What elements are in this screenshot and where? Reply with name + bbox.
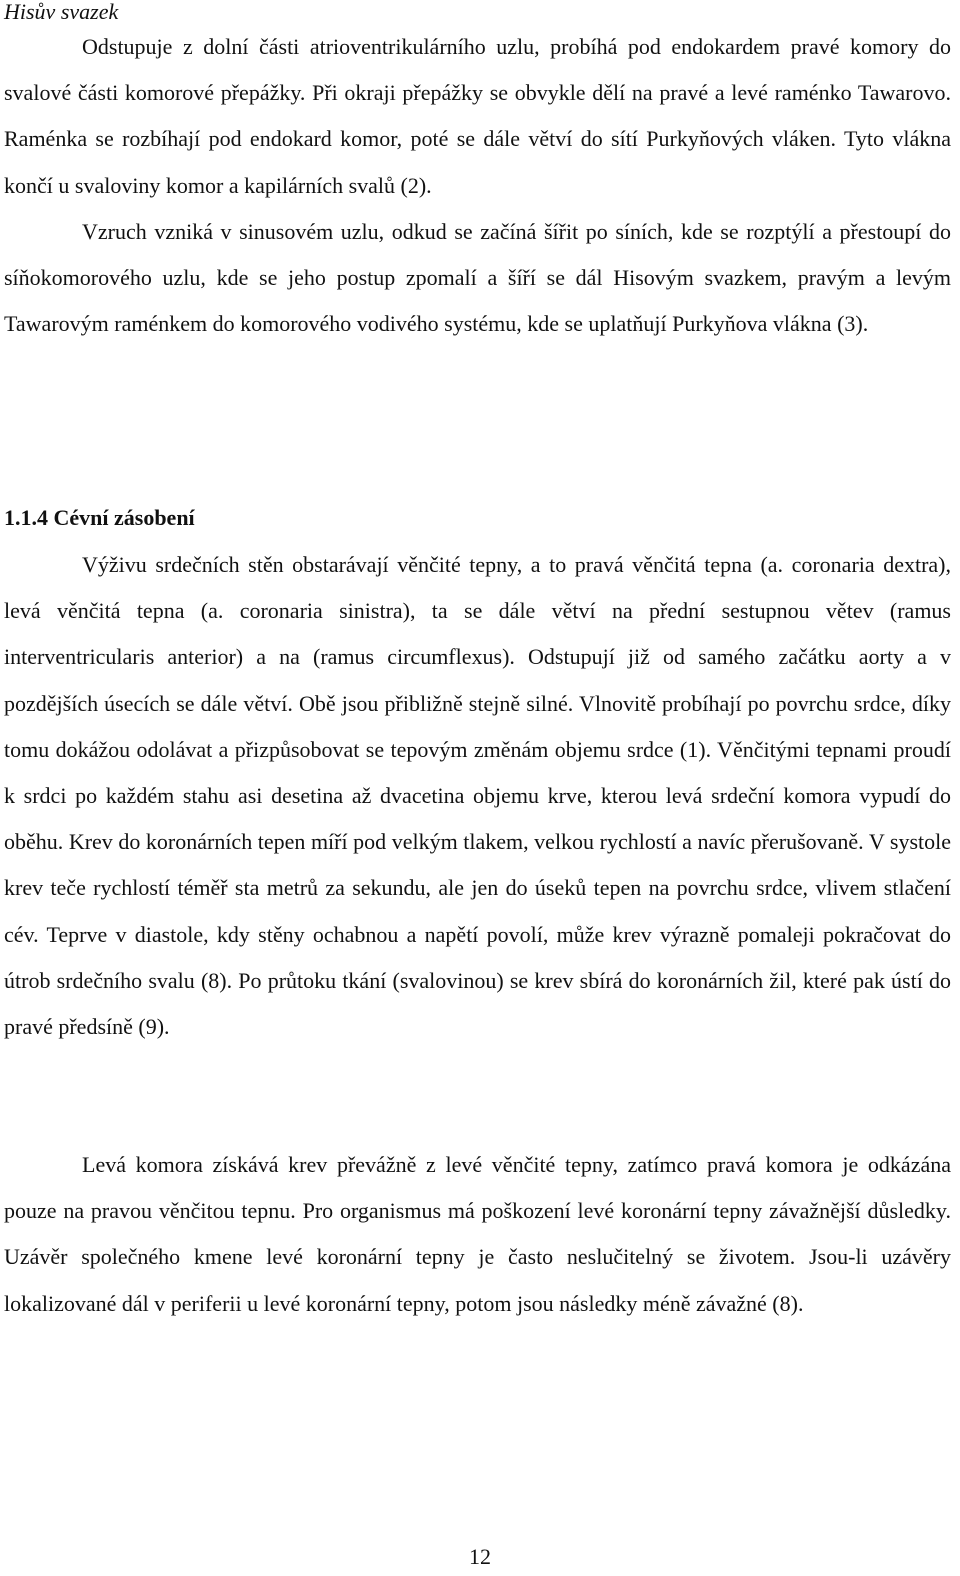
section-heading: 1.1.4 Cévní zásobení	[4, 505, 195, 530]
page-number: 12	[469, 1544, 491, 1569]
paragraph: Výživu srdečních stěn obstarávají věnčité tepny, a to pravá věnčitá tepna (a. coronaria dextra), levá věnčitá tepna (a. coronaria sinistra), ta se dále větví na přední sestupnou větev (ramus interventricularis anterior) a na (ramus circumflexus). Odstupují již od samého začátku aorty a v pozdějších úsecích se dále větví. Obě jsou přibližně stejně silné. Vlnovitě probíhají po povrchu srdce, díky tomu dokážou odolávat a přizpůsobovat se tepovým změnám objemu srdce (1). Věnčitými tepnami proudí k srdci po každém stahu asi desetina až dvacetina objemu krve, kterou levá srdeční komora vypudí do oběhu. Krev do koronárních tepen míří pod velkým tlakem, velkou rychlostí a navíc přerušovaně. V systole krev teče rychlostí téměř sta metrů za sekundu, ale jen do úseků tepen na povrchu srdce, vlivem stlačení cév. Teprve v diastole, kdy stěny ochabnou a napětí povolí, může krev výrazně pomaleji pokračovat do útrob srdečního svalu (8). Po průtoku tkání (svalovinou) se krev sbírá do koronárních žil, které pak ústí do pravé předsíně (9).	[4, 552, 951, 1040]
document-page	[4, 0, 951, 1316]
paragraph: Levá komora získává krev převážně z levé věnčité tepny, zatímco pravá komora je odkázána pouze na pravou věnčitou tepnu. Pro organismus má poškození levé koronární tepny závažnější důsledky. Uzávěr společného kmene levé koronární tepny je často neslučitelný se životem. Jsou-li uzávěry lokalizované dál v periferii u levé koronární tepny, potom jsou následky méně závažné (8).	[4, 1152, 951, 1316]
paragraph: Odstupuje z dolní části atrioventrikulárního uzlu, probíhá pod endokardem pravé komory do svalové části komorové přepážky. Při okraji přepážky se obvykle dělí na pravé a levé raménko Tawarovo. Raménka se rozbíhají pod endokard komor, poté se dále větví do sítí Purkyňových vláken. Tyto vlákna končí u svaloviny komor a kapilárních svalů (2).	[4, 34, 951, 198]
paragraph: Vzruch vzniká v sinusovém uzlu, odkud se začíná šířit po síních, kde se rozptýlí a přestoupí do síňokomorového uzlu, kde se jeho postup zpomalí a šíří se dál Hisovým svazkem, pravým a levým Tawarovým raménkem do komorového vodivého systému, kde se uplatňují Purkyňova vlákna (3).	[4, 218, 951, 337]
subheading-his-bundle: Hisův svazek	[4, 0, 119, 24]
